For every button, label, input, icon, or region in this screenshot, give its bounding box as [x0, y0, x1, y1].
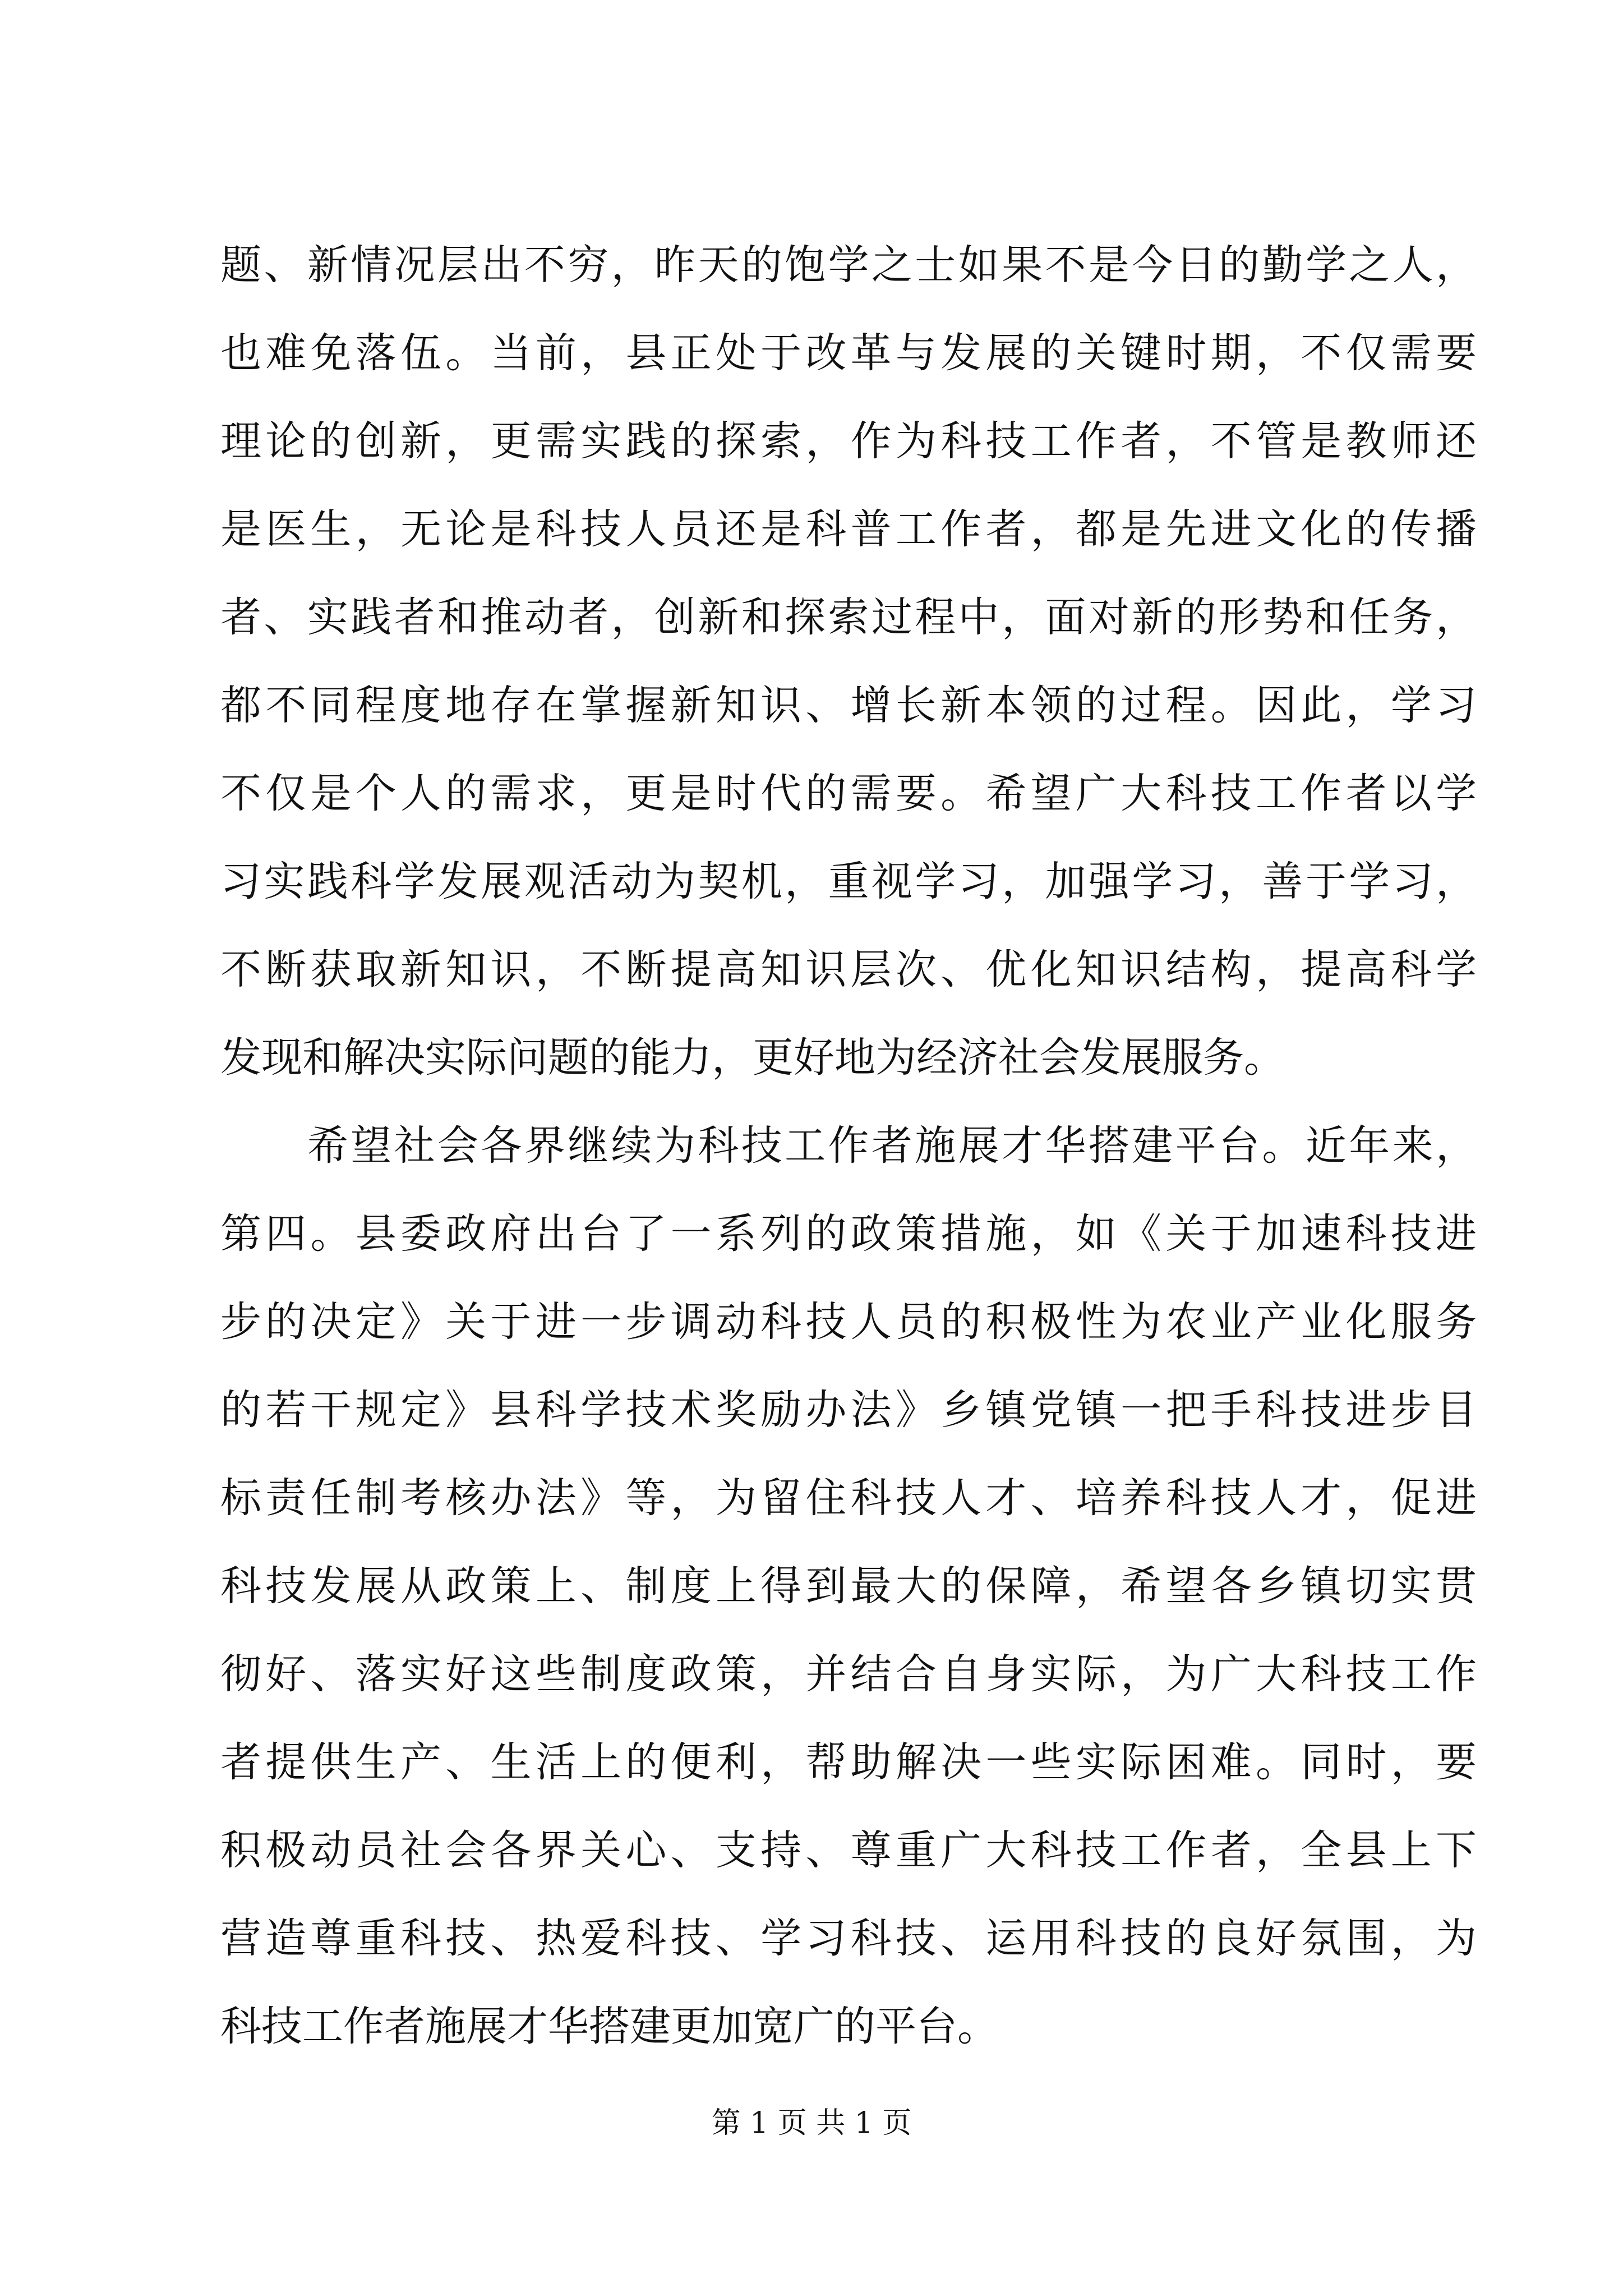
text-line: 题、新情况层出不穷，昨天的饱学之士如果不是今日的勤学之人， — [220, 241, 1477, 289]
text-line: 习实践科学发展观活动为契机，重视学习，加强学习，善于学习， — [220, 858, 1477, 905]
text-line: 标责任制考核办法》等，为留住科技人才、培养科技人才，促进 — [220, 1474, 1477, 1522]
body-text — [220, 221, 1477, 2070]
text-line: 希望社会各界继续为科技工作者施展才华搭建平台。近年来， — [220, 1122, 1477, 1170]
text-line: 第四。县委政府出台了一系列的政策措施，如《关于加速科技进 — [220, 1210, 1477, 1258]
text-line: 是医生，无论是科技人员还是科普工作者，都是先进文化的传播 — [220, 505, 1477, 553]
text-line: 的若干规定》县科学技术奖励办法》乡镇党镇一把手科技进步目 — [220, 1386, 1477, 1434]
text-line: 步的决定》关于进一步调动科技人员的积极性为农业产业化服务 — [220, 1298, 1477, 1346]
text-line: 科技工作者施展才华搭建更加宽广的平台。 — [220, 2003, 998, 2050]
text-line: 营造尊重科技、热爱科技、学习科技、运用科技的良好氛围，为 — [220, 1915, 1477, 1962]
text-line: 不断获取新知识，不断提高知识层次、优化知识结构，提高科学 — [220, 946, 1477, 993]
text-line: 都不同程度地存在掌握新知识、增长新本领的过程。因此，学习 — [220, 682, 1477, 729]
text-line: 者、实践者和推动者，创新和探索过程中，面对新的形势和任务， — [220, 593, 1477, 641]
text-line: 不仅是个人的需求，更是时代的需要。希望广大科技工作者以学 — [220, 770, 1477, 817]
text-line: 也难免落伍。当前，县正处于改革与发展的关键时期，不仅需要 — [220, 329, 1477, 377]
text-line: 积极动员社会各界关心、支持、尊重广大科技工作者，全县上下 — [220, 1826, 1477, 1874]
text-line: 者提供生产、生活上的便利，帮助解决一些实际困难。同时，要 — [220, 1738, 1477, 1786]
text-line: 彻好、落实好这些制度政策，并结合自身实际，为广大科技工作 — [220, 1650, 1477, 1698]
text-line: 科技发展从政策上、制度上得到最大的保障，希望各乡镇切实贯 — [220, 1562, 1477, 1610]
text-line: 理论的创新，更需实践的探索，作为科技工作者，不管是教师还 — [220, 417, 1477, 465]
text-line: 发现和解决实际问题的能力，更好地为经济社会发展服务。 — [220, 1034, 1285, 1082]
page-number-footer: 第 1 页 共 1 页 — [711, 2106, 912, 2140]
